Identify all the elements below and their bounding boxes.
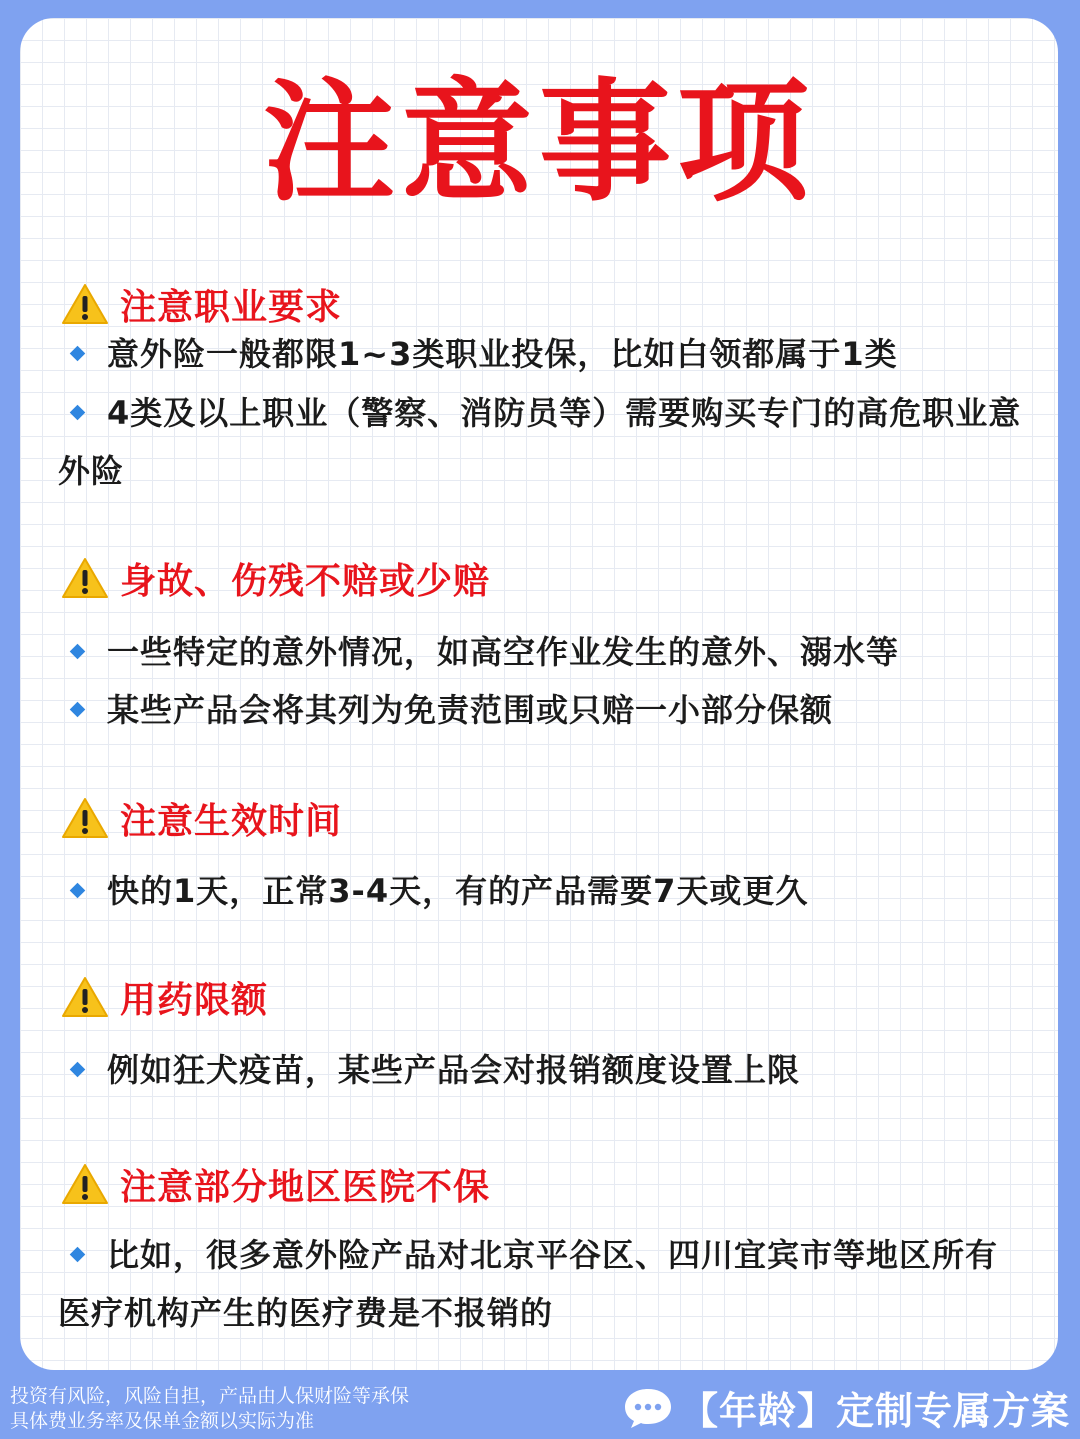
list-item-text: 一些特定的意外情况，如高空作业发生的意外、溺水等 — [107, 633, 900, 671]
list-item-text: 某些产品会将其列为免责范围或只赔一小部分保额 — [107, 691, 834, 729]
list-item — [58, 1041, 1028, 1099]
list-item-text: 例如狂犬疫苗，某些产品会对报销额度设置上限 — [107, 1051, 801, 1089]
blue-diamond-icon — [70, 404, 86, 420]
section-heading-occupation — [60, 276, 342, 332]
list-item-text: 比如，很多意外险产品对北京平谷区、四川宜宾市等地区所有医疗机构产生的医疗费是不报销的 — [58, 1236, 999, 1332]
warning-icon — [60, 556, 110, 600]
disclaimer-line: 投资有风险，风险自担，产品由人保财险等承保 — [10, 1385, 410, 1407]
blue-diamond-icon — [70, 701, 86, 717]
list-item-text: 快的1天，正常3-4天，有的产品需要7天或更久 — [107, 872, 809, 910]
section-title: 用药限额 — [120, 979, 269, 1021]
warning-icon — [60, 975, 110, 1019]
blue-diamond-icon — [70, 643, 86, 659]
chat-bubble-icon — [622, 1385, 674, 1431]
content-card — [20, 18, 1058, 1370]
warning-icon — [60, 1162, 110, 1206]
list-item — [58, 1226, 1028, 1342]
page-title: 注意事项 — [263, 66, 815, 220]
custom-plan-text: 【年龄】定制专属方案 — [679, 1389, 1070, 1433]
disclaimer — [10, 1384, 409, 1434]
section-heading-death-disability — [60, 550, 490, 606]
list-item — [58, 325, 1028, 383]
blue-diamond-icon — [70, 345, 86, 361]
list-item — [58, 384, 1028, 500]
warning-icon — [60, 282, 110, 326]
disclaimer-line: 具体费业务率及保单金额以实际为准 — [10, 1410, 315, 1432]
blue-diamond-icon — [70, 1061, 86, 1077]
section-heading-effective-time — [60, 790, 342, 846]
warning-icon — [60, 796, 110, 840]
list-item — [58, 862, 1028, 920]
section-title: 注意职业要求 — [120, 286, 343, 328]
section-title: 注意生效时间 — [120, 800, 343, 842]
list-item — [58, 623, 1028, 681]
section-heading-regional-hospitals — [60, 1156, 490, 1212]
section-title: 注意部分地区医院不保 — [120, 1166, 491, 1208]
list-item — [58, 681, 1028, 739]
list-item-text: 意外险一般都限1~3类职业投保，比如白领都属于1类 — [107, 335, 898, 373]
blue-diamond-icon — [70, 882, 86, 898]
blue-diamond-icon — [70, 1246, 86, 1262]
list-item-text: 4类及以上职业（警察、消防员等）需要购买专门的高危职业意外险 — [58, 394, 1022, 490]
custom-plan-link[interactable] — [622, 1380, 1070, 1435]
section-heading-medication-limit — [60, 969, 268, 1025]
section-title: 身故、伤残不赔或少赔 — [120, 560, 491, 602]
